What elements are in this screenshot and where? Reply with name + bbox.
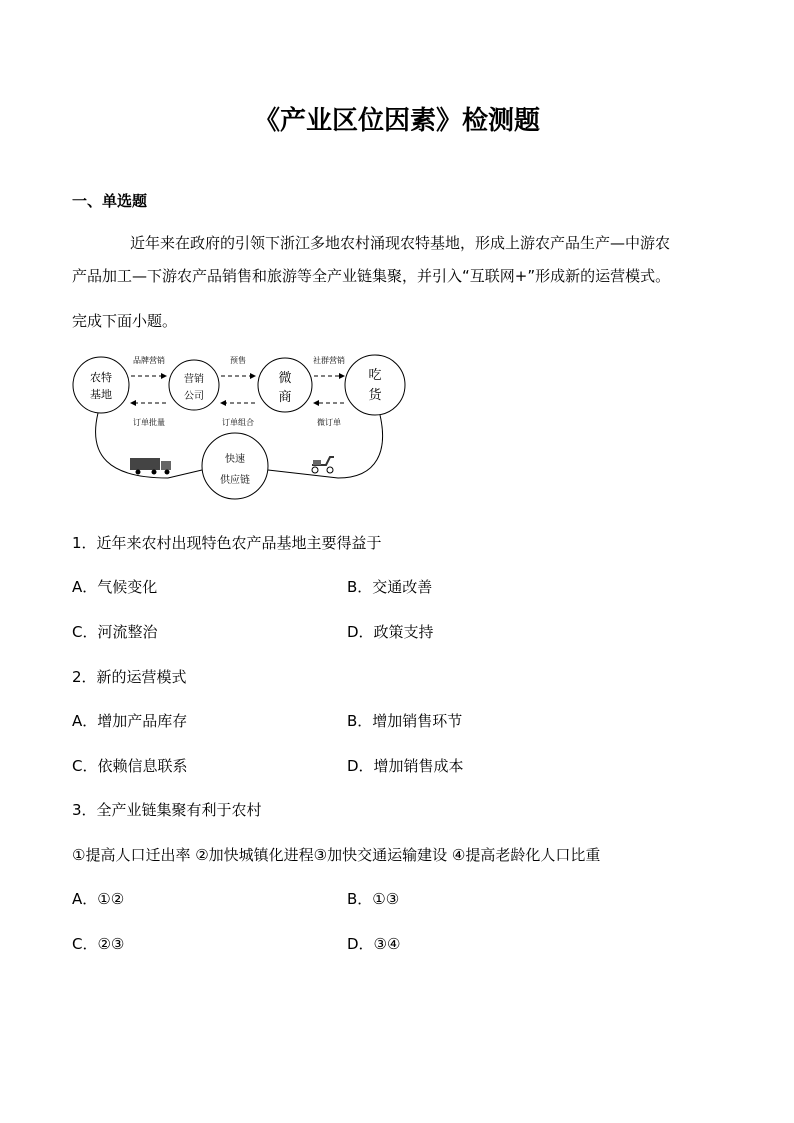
- supply-label-2: 供应链: [220, 475, 250, 486]
- label-brand: 品牌营销: [133, 356, 165, 365]
- question-1-option-a[interactable]: A．气候变化: [72, 578, 158, 596]
- question-3-option-c[interactable]: C．②③: [72, 935, 125, 953]
- question-3-option-a[interactable]: A．①②: [72, 890, 125, 908]
- supply-label-1: 快速: [225, 454, 245, 465]
- question-2-option-a[interactable]: A．增加产品库存: [72, 712, 188, 730]
- intro-line-1: 近年来在政府的引领下浙江多地农村涌现农特基地，形成上游农产品生产—中游农: [130, 234, 671, 252]
- question-3-stem: 3．全产业链集聚有利于农村: [72, 801, 262, 819]
- question-3-option-b[interactable]: B．①③: [347, 890, 400, 908]
- base-label-2: 基地: [90, 388, 112, 401]
- base-label-1: 农特: [90, 371, 112, 384]
- question-1-option-b[interactable]: B．交通改善: [347, 578, 433, 596]
- section-heading: 一、单选题: [72, 192, 148, 210]
- base-node: [73, 357, 129, 413]
- wechat-label-1: 微: [278, 371, 292, 386]
- scooter-icon: [312, 457, 334, 473]
- intro-line-2: 产品加工—下游农产品销售和旅游等全产业链集聚，并引入“互联网+”形成新的运营模式。: [72, 267, 671, 285]
- label-social: 社群营销: [313, 356, 345, 365]
- question-2-option-d[interactable]: D．增加销售成本: [347, 757, 464, 775]
- wechat-label-2: 商: [278, 390, 292, 405]
- label-order-batch: 订单批量: [133, 418, 165, 427]
- supply-node: [202, 433, 268, 499]
- question-2-stem: 2．新的运营模式: [72, 668, 187, 686]
- label-presale: 预售: [230, 356, 246, 365]
- question-3-option-d[interactable]: D．③④: [347, 935, 401, 953]
- eat-label-2: 货: [368, 388, 382, 403]
- question-2-option-b[interactable]: B．增加销售环节: [347, 712, 463, 730]
- label-micro-order: 微订单: [317, 418, 341, 427]
- company-label-1: 营销: [184, 374, 204, 385]
- eat-node: [345, 355, 405, 415]
- question-3-statement: ①提高人口迁出率 ②加快城镇化进程③加快交通运输建设 ④提高老龄化人口比重: [72, 846, 601, 864]
- supply-chain-diagram: [68, 345, 413, 505]
- question-1-option-c[interactable]: C．河流整治: [72, 623, 158, 641]
- question-1-option-d[interactable]: D．政策支持: [347, 623, 434, 641]
- question-2-option-c[interactable]: C．依赖信息联系: [72, 757, 188, 775]
- question-1-stem: 1．近年来农村出现特色农产品基地主要得益于: [72, 534, 382, 552]
- truck-icon: [130, 458, 171, 475]
- eat-label-1: 吃: [368, 368, 382, 383]
- company-label-2: 公司: [184, 391, 204, 402]
- company-node: [169, 360, 219, 410]
- label-order-combine: 订单组合: [222, 418, 254, 427]
- page-title: 《产业区位因素》检测题: [253, 106, 540, 136]
- intro-line-3: 完成下面小题。: [72, 312, 178, 330]
